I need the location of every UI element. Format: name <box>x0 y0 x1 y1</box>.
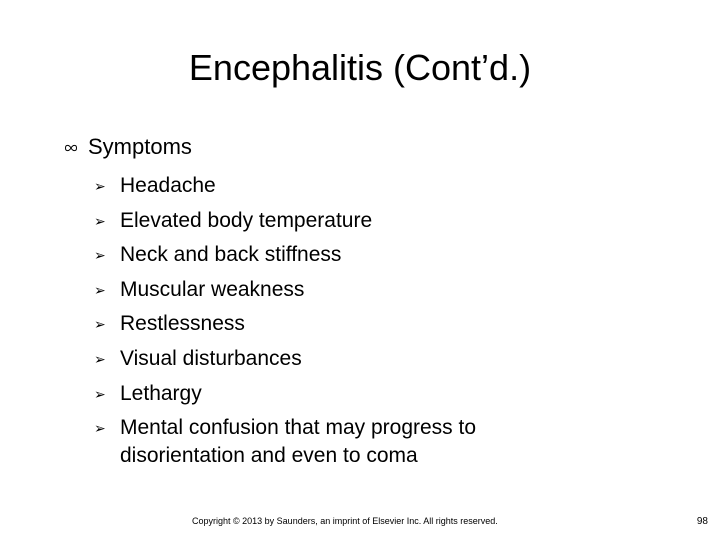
list-item <box>94 238 540 273</box>
list-item <box>94 342 540 377</box>
arrow-bullet-icon: ➢ <box>94 316 106 333</box>
list-item-text: Mental confusion that may progress to disorientation and even to coma <box>120 416 477 468</box>
arrow-bullet-icon: ➢ <box>94 281 106 298</box>
list-item-text: Neck and back stiffness <box>120 243 342 267</box>
infinity-bullet-icon <box>64 143 78 153</box>
list-item <box>94 377 540 412</box>
list-item <box>94 169 540 204</box>
list-item-text: Lethargy <box>120 381 202 405</box>
list-item-text: Elevated body temperature <box>120 208 373 232</box>
list-item-text: Headache <box>120 174 216 197</box>
bullet-symptoms-label: Symptoms <box>88 134 192 159</box>
list-item-text: Restlessness <box>120 312 245 336</box>
list-item-text: Visual disturbances <box>120 346 302 370</box>
arrow-bullet-icon: ➢ <box>94 212 106 229</box>
arrow-bullet-icon: ➢ <box>94 350 106 367</box>
arrow-bullet-icon: ➢ <box>94 178 106 194</box>
list-item <box>94 411 540 470</box>
arrow-bullet-icon: ➢ <box>94 247 106 264</box>
list-item-text: Muscular weakness <box>120 277 305 301</box>
footer-copyright: Copyright © 2013 by Saunders, an imprint of Elsevier Inc. All rights reserved. <box>192 516 498 526</box>
list-item <box>94 204 540 239</box>
arrow-bullet-icon: ➢ <box>94 420 106 437</box>
symptom-list <box>94 169 540 470</box>
list-item <box>94 307 540 342</box>
page-number: 98 <box>696 516 708 527</box>
arrow-bullet-icon: ➢ <box>94 385 106 402</box>
list-item <box>94 273 540 308</box>
slide-title: Encephalitis (Cont’d.) <box>188 47 532 88</box>
bullet-symptoms <box>64 133 192 161</box>
